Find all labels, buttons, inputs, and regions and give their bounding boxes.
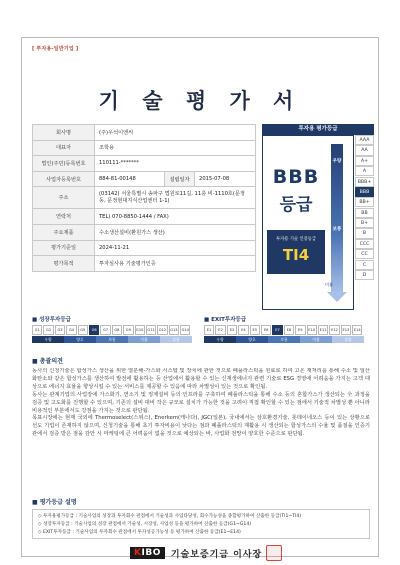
grade-scale-item: AAA xyxy=(355,135,374,145)
issuer-footer xyxy=(130,545,282,561)
table-row xyxy=(33,187,256,209)
table-row xyxy=(33,209,256,225)
growth-grade-cell: G1 xyxy=(32,325,42,335)
exit-grade-cell: E13 xyxy=(341,325,351,335)
exit-grade-row xyxy=(204,325,362,335)
growth-grade-cell: G7 xyxy=(100,325,110,335)
growth-grade-cell: G5 xyxy=(78,325,88,335)
growth-bar-segment: 보통 xyxy=(96,336,128,343)
grade-scale-item: BBB+ xyxy=(355,177,374,187)
grade-scale-item: A xyxy=(355,166,374,176)
growth-grade-cell: G14 xyxy=(180,325,190,335)
growth-grade-cell: G3 xyxy=(55,325,65,335)
definition-line: ◇ 성장투자등급 : 기술사업의 성장 관점에서 기술성, 시장성, 사업성 등을 평가하여 산출한 등급(G1~G14) xyxy=(38,522,252,527)
product-value: 수소생산설비(환원가스 생산) xyxy=(95,224,256,240)
ceo-value: 조학용 xyxy=(95,140,256,156)
tech-grade-label: 투자용 기술 인증등급 xyxy=(275,237,317,242)
grade-scale-item: B+ xyxy=(355,218,374,228)
document-title: 기 술 평 가 서 xyxy=(98,88,302,113)
growth-bar-segment: 양호 xyxy=(64,336,96,343)
exit-grade-cell: E14 xyxy=(352,325,362,335)
table-row xyxy=(33,171,256,187)
exit-grade-cell: E1 xyxy=(204,325,214,335)
growth-grade-cell: G11 xyxy=(146,325,156,335)
grade-scale-item: B xyxy=(355,228,374,238)
grade-scale-item: C xyxy=(355,260,374,270)
exit-bar-segment: 불량 xyxy=(332,336,364,343)
company-label: 회사명 xyxy=(33,125,95,141)
company-info-table xyxy=(32,124,256,272)
growth-grade-cell: G8 xyxy=(112,325,122,335)
eval-type-value: 투자심사용 기술평가인증 xyxy=(95,256,256,272)
grade-scale-item: CC xyxy=(355,249,374,259)
growth-grade-cell: G6 xyxy=(89,325,99,335)
table-row xyxy=(33,224,256,240)
address-value: (03142) 서울특별시 송파구 법원로11길, 11층 비-1110호(문정동, 문정현대지식산업센터 1-1) xyxy=(95,187,256,209)
grade-value: BBB xyxy=(272,166,320,188)
table-row xyxy=(33,256,256,272)
grade-arrow xyxy=(331,144,343,294)
kibo-logo xyxy=(130,547,165,559)
table-row xyxy=(33,240,256,256)
exit-grade-cell: E9 xyxy=(295,325,305,335)
exit-bar-segment: 양호 xyxy=(236,336,268,343)
grade-arrow-head xyxy=(327,292,347,302)
growth-grade-bar xyxy=(32,336,192,343)
table-row xyxy=(33,125,256,141)
eval-date-value: 2024-11-21 xyxy=(95,240,256,256)
growth-grade-cell: G4 xyxy=(66,325,76,335)
growth-grade-cell: G10 xyxy=(135,325,145,335)
official-seal xyxy=(266,545,282,561)
contact-value: TEL) 070-8850-1444 / FAX) xyxy=(95,209,256,225)
biz-no-label: 사업자등록번호 xyxy=(33,171,95,187)
exit-bar-segment: 미흡 xyxy=(300,336,332,343)
growth-bar-segment: 우량 xyxy=(32,336,64,343)
grade-suffix: 등급 xyxy=(279,195,313,215)
summary-body xyxy=(32,368,370,492)
growth-grade-cell: G9 xyxy=(123,325,133,335)
growth-grade-title: ■ 성장투자등급 xyxy=(32,317,71,323)
arrow-top-label: 우량 xyxy=(332,159,342,164)
kibo-logo-k: K xyxy=(134,548,142,558)
document-type-tag: [ 투자용-일반기업 ] xyxy=(32,46,79,52)
growth-bar-segment: 미흡 xyxy=(128,336,160,343)
founded-label: 설립일자 xyxy=(165,171,195,187)
exit-grade-bar xyxy=(204,336,364,343)
company-value: (주)우석이엔씨 xyxy=(95,125,256,141)
summary-paragraph: 동사의 신청기술은 합성가스 생산을 위한 열분해-가스화 시스템 및 장치에 관한 것으로 폐플라스틱을 원료로 하여 고온 재처리를 통해 수소 및 일산화탄소와 같은 합성가스를 생산하여 발전에 활용하는 등 산업에서 활용할 수 있는 신재생에너지 관련 기술로 ESG 경영에 어려움을 가지는 고객 대상으로 에너지 효율을 향상시킬 수 있는 서비스를 제공할 수 있음에 따라 차별성이 있는 것으로 확인됨. xyxy=(32,368,370,390)
table-row xyxy=(33,156,256,172)
address-label: 주소 xyxy=(33,187,95,209)
arrow-mid-label: 보통 xyxy=(332,227,342,232)
definition-line: ◇ EXIT투자등급 : 기술사업의 투자회수 관점에서 투자성공가능성 등 평가하여 산출한 등급(E1~E14) xyxy=(38,530,241,535)
document-sheet xyxy=(21,37,379,560)
exit-grade-cell: E11 xyxy=(318,325,328,335)
grade-definitions xyxy=(32,509,370,539)
tech-grade-badge xyxy=(267,230,325,274)
arrow-bottom-label: 미흡 xyxy=(325,282,334,287)
product-label: 주요제품 xyxy=(33,224,95,240)
exit-grade-cell: E10 xyxy=(307,325,317,335)
exit-bar-segment: 보통 xyxy=(268,336,300,343)
grade-scale xyxy=(355,135,374,280)
growth-grade-cell: G2 xyxy=(43,325,53,335)
corp-no-value: 110111-******* xyxy=(95,156,256,172)
biz-no-value: 884-81-00148 xyxy=(95,171,165,187)
grade-scale-item: BB+ xyxy=(355,197,374,207)
grade-scale-item: AA xyxy=(355,145,374,155)
contact-label: 연락처 xyxy=(33,209,95,225)
exit-grade-cell: E5 xyxy=(250,325,260,335)
tech-grade-value: TI4 xyxy=(282,246,310,264)
eval-type-label: 평가목적 xyxy=(33,256,95,272)
grade-scale-item: CCC xyxy=(355,239,374,249)
grade-header: 투자용 평가등급 xyxy=(262,124,374,135)
founded-value: 2015-07-08 xyxy=(195,171,256,187)
exit-grade-cell: E3 xyxy=(227,325,237,335)
growth-bar-segment: 불량 xyxy=(160,336,192,343)
defs-title: ■ 평가등급 설명 xyxy=(32,499,77,506)
summary-title: ■ 총괄의견 xyxy=(32,358,63,365)
grade-box xyxy=(262,135,354,310)
exit-grade-title: ■ EXIT투자등급 xyxy=(204,317,247,323)
eval-date-label: 평가기준일 xyxy=(33,240,95,256)
grade-scale-item: BB xyxy=(355,208,374,218)
exit-grade-cell: E7 xyxy=(272,325,282,335)
exit-grade-cell: E2 xyxy=(215,325,225,335)
summary-paragraph: 동사는 관계기업의 사업장에 가스화기, 연소기 및 정제설비 등의 인프라를 구축하여 폐플라스틱을 통해 수소 등의 혼합가스가 생산되는 全 과정을 검증 및 고도화를 진행할 수 있으며, 기존의 설비 대비 작은 규모로 설치가 가능한 것을 고려이 직접 확인할 수 있는 점에서 기술적 차별성 뿐 아니라 비용적인 부분에서도 강점을 가지는 것으로 판단됨. xyxy=(32,391,370,414)
exit-grade-cell: E12 xyxy=(329,325,339,335)
growth-grade-cell: G13 xyxy=(169,325,179,335)
exit-grade-cell: E8 xyxy=(284,325,294,335)
growth-grade-row xyxy=(32,325,190,335)
issuer-name: 기술보증기금 이사장 xyxy=(170,549,263,560)
growth-grade-cell: G12 xyxy=(157,325,167,335)
corp-no-label: 법인(주민)등록번호 xyxy=(33,156,95,172)
exit-bar-segment: 우량 xyxy=(204,336,236,343)
exit-grade-cell: E4 xyxy=(238,325,248,335)
exit-grade-cell: E6 xyxy=(261,325,271,335)
grade-panel xyxy=(262,124,374,310)
grade-scale-item: D xyxy=(355,270,374,280)
summary-paragraph: 목표시장에는 현재 국외에 Thermoselect(스위스), Enerkem(캐나다), JGC(일본), 국내에서는 삼호환경기술, 롯데이네오스 등이 있는 상황으로 선도 기업이 존재하지 않으며, 신청기술을 통해 초기 투자비용이 낮다는 점과 폐플라스틱의 재활용 시 생산되는 합성가스의 수율 및 품질을 인증기관에서 검증 받은 점을 감안 시 마케팅에 큰 어려움이 없을 것으로 예상되는 바, 사업화 전망이 양호한 수준으로 판단됨. xyxy=(32,415,370,438)
table-row xyxy=(33,140,256,156)
ceo-label: 대표자 xyxy=(33,140,95,156)
grade-scale-item: A+ xyxy=(355,156,374,166)
kibo-logo-rest: IBO xyxy=(141,548,161,558)
grade-scale-item: BBB xyxy=(355,187,374,197)
definition-line: ◇ 투자용평가등급 : 기술사업의 성장과 투자회수 관점에서 기술성과 사업타당성, 회수가능성을 종합평가하여 산출한 등급(TI1~TI4) xyxy=(38,514,302,519)
